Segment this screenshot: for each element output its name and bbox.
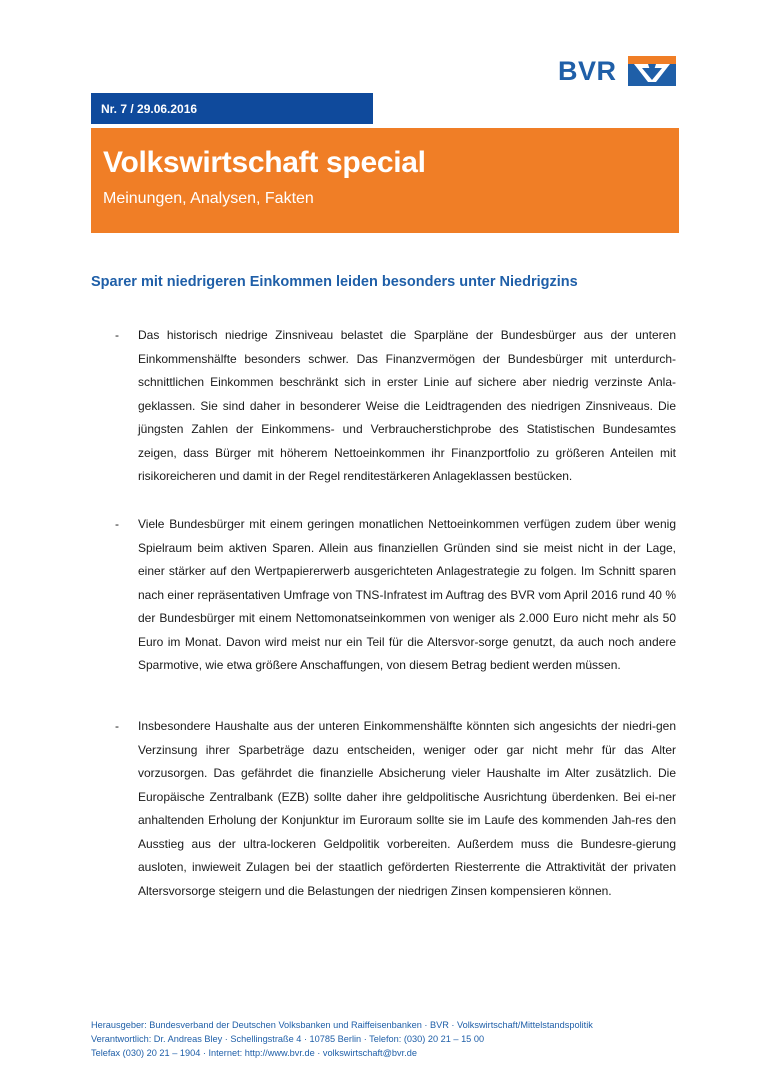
footer-imprint — [91, 1018, 691, 1060]
volksbank-raiffeisenbank-logo-icon — [628, 56, 676, 86]
bullet-paragraph-1: Das historisch niedrige Zinsniveau belastet die Sparpläne der Bundesbürger aus der unteren Einkommenshälfte besonders schwer. Das Finanzvermögen der Bundesbürger mit unterdurch-schnittlichen Einkommen beschränkt sich in erster Linie auf sichere aber niedrig verzinste Anla-geklassen. Sie sind daher in besonderer Weise die Leidtragenden des niedrigen Zinsniveaus. Die jüngsten Zahlen der Einkommens- und Verbraucherstichprobe des Statistischen Bundesamtes zeigen, dass Bürger mit höherem Nettoeinkommen ihr Finanzportfolio zu größeren Anteilen mit risikoreicheren und damit in der Regel renditestärkeren Anlageklassen bestücken. — [138, 328, 676, 483]
logo-text: BVR — [558, 56, 617, 86]
footer-publisher: Herausgeber: Bundesverband der Deutschen Volksbanken und Raiffeisenbanken · BVR · Volkswirtschaft/Mittelstandspolitik — [91, 1020, 593, 1030]
bullet-paragraph-2: Viele Bundesbürger mit einem geringen monatlichen Nettoeinkommen verfügen zudem über wenig Spielraum beim aktiven Sparen. Allein aus finanziellen Gründen sind sie meist nicht in der Lage, einer stärker auf den Wertpapiererwerb ausgerichteten Anlagestrategie zu folgen. Im Schnitt sparen nach einer repräsentativen Umfrage von TNS-Infratest im Auftrag des BVR vom April 2016 rund 40 % der Bundesbürger mit einem Nettomonatseinkommen von weniger als 2.000 Euro nicht mehr als 50 Euro im Monat. Davon wird meist nur ein Teil für die Altersvor-sorge genutzt, da auch noch andere Sparmotive, wie etwa größere Anschaffungen, von diesem Betrag bedient werden müssen. — [138, 517, 676, 672]
page-title: Volkswirtschaft special — [103, 146, 426, 179]
page-subtitle: Meinungen, Analysen, Fakten — [103, 190, 314, 207]
title-banner — [91, 128, 679, 233]
bullet-dash: - — [115, 719, 119, 733]
article-headline: Sparer mit niedrigeren Einkommen leiden besonders unter Niedrigzins — [91, 274, 578, 290]
footer-contact: Telefax (030) 20 21 – 1904 · Internet: http://www.bvr.de · volkswirtschaft@bvr.de — [91, 1048, 417, 1058]
bullet-paragraph-3: Insbesondere Haushalte aus der unteren Einkommenshälfte könnten sich angesichts der niedri-gen Verzinsung ihrer Sparbeträge dazu entscheiden, weniger oder gar nicht mehr für das Alter vorzusorgen. Das gefährdet die finanzielle Absicherung vieler Haushalte im Alter zusätzlich. Die Europäische Zentralbank (EZB) sollte daher ihre geldpolitische Ausrichtung überdenken. Bei ei-ner anhaltenden Erholung der Konjunktur im Euroraum sollte sie im Laufe des kommenden Jah-res den Ausstieg aus der ultra-lockeren Geldpolitik vorbereiten. Außerdem muss die Bundesre-gierung ausloten, inwieweit Zulagen bei der staatlich geförderten Riesterrente die Attraktivität der privaten Altersvorsorge steigern und die Belastungen der niedrigen Zinsen kompensieren können. — [138, 719, 676, 898]
bullet-dash: - — [115, 517, 119, 531]
footer-responsible: Verantwortlich: Dr. Andreas Bley · Schellingstraße 4 · 10785 Berlin · Telefon: (030) 20 21 – 15 00 — [91, 1034, 485, 1044]
bullet-dash: - — [115, 328, 119, 342]
bvr-logo — [558, 54, 676, 88]
issue-number-date: Nr. 7 / 29.06.2016 — [91, 93, 373, 124]
